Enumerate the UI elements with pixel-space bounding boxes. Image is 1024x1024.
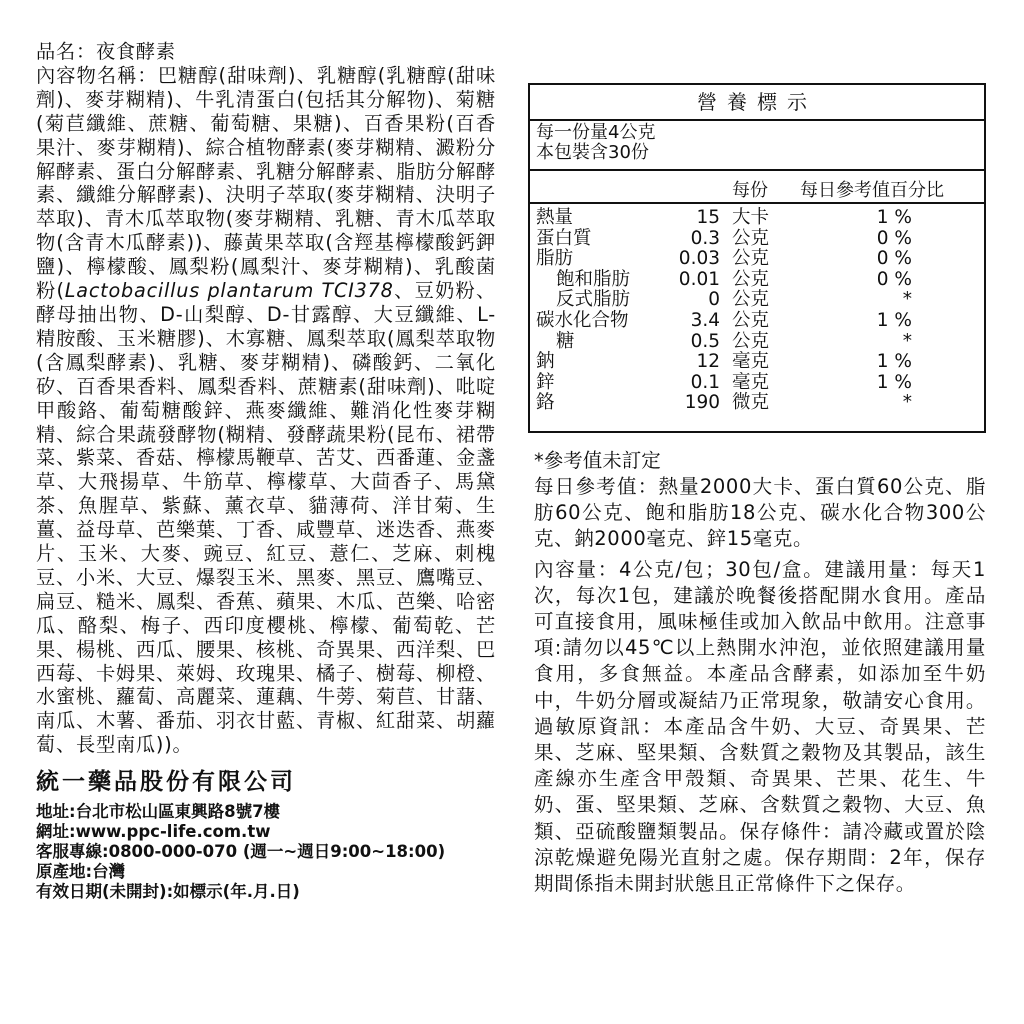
left-column — [36, 40, 496, 902]
nutrient-value: 0.1 — [690, 371, 720, 393]
nutrient-unit: 公克 — [732, 268, 770, 290]
nutrition-row — [530, 229, 984, 250]
nutrient-name: 碳水化合物 — [536, 309, 629, 331]
daily-percent: 0 % — [876, 248, 912, 270]
daily-percent: 0 % — [876, 268, 912, 290]
nutrient-name: 鈉 — [536, 351, 555, 373]
nutrient-name: 脂肪 — [536, 248, 574, 270]
nutrient-value: 3.4 — [690, 309, 720, 331]
daily-percent: 1 % — [876, 371, 912, 393]
serving-size: 每一份量4公克 — [536, 122, 656, 143]
nutrient-name: 蛋白質 — [536, 227, 592, 249]
nutrition-row — [530, 208, 984, 229]
nutrient-unit: 公克 — [732, 227, 770, 249]
product-name: 品名：夜食酵素 — [36, 40, 176, 63]
daily-percent: 0 % — [876, 227, 912, 249]
nutrition-row — [530, 270, 984, 291]
nutrition-row — [530, 290, 984, 311]
nutrient-name: 糖 — [556, 330, 575, 352]
daily-percent: 1 % — [876, 351, 912, 373]
nutrient-name: 鉻 — [536, 392, 555, 414]
per-serving-header: 每份 — [732, 180, 768, 201]
serving-info — [530, 121, 984, 171]
nutrient-name: 鋅 — [536, 371, 555, 393]
nutrient-value: 0.5 — [690, 330, 720, 352]
nutrient-value: 12 — [696, 351, 720, 373]
nutrition-row — [530, 393, 984, 414]
nutrient-unit: 公克 — [732, 289, 770, 311]
product-description: 內容量：4公克/包；30包/盒。建議用量：每天1次，每次1包，建議於晚餐後搭配開水食用。產品可直接食用，風味極佳或加入飲品中飲用。注意事項:請勿以45℃以上熱開水沖泡，並依照建議用量食用，多食無益。本產品含酵素，如添加至牛奶中，牛奶分層或凝結乃正常現象，敬請安心食用。過敏原資訊：本產品含牛奶、大豆、奇異果、芒果、芝麻、堅果類、含麩質之穀物及其製品，該生產線亦生產含甲殼類、奇異果、芒果、花生、牛奶、蛋、堅果類、芝麻、含麩質之穀物、大豆、魚類、亞硫酸鹽類製品。保存條件：請冷藏或置於陰涼乾燥避免陽光直射之處。保存期間：2年，保存期間係指未開封狀態且正常條件下之保存。 — [534, 557, 986, 896]
customer-hotline: 客服專線:0800-000-070 (週一~週日9:00~18:00) — [36, 842, 446, 862]
nutrient-value: 0 — [708, 289, 720, 311]
nutrient-unit: 大卡 — [732, 207, 770, 228]
daily-percent: * — [902, 330, 912, 352]
daily-reference-values: 每日參考值：熱量2000大卡、蛋白質60公克、脂肪60公克、飽和脂肪18公克、碳水化合物300公克、鈉2000毫克、鋅15毫克。 — [534, 475, 986, 551]
daily-percent: * — [902, 289, 912, 311]
nutrient-name: 反式脂肪 — [556, 289, 631, 311]
nutrition-row — [530, 352, 984, 373]
nutrition-facts-table — [528, 83, 986, 433]
daily-percent: * — [902, 392, 912, 414]
nutrient-value: 0.01 — [678, 268, 720, 290]
country-of-origin: 原產地:台灣 — [36, 862, 126, 882]
company-name: 統一藥品股份有限公司 — [36, 769, 296, 796]
nutrient-name: 飽和脂肪 — [556, 268, 631, 290]
company-contact — [36, 802, 496, 902]
daily-percent: 1 % — [876, 207, 912, 228]
latin-strain-name: Lactobacillus plantarum TCI378 — [64, 279, 394, 303]
nutrient-value: 0.3 — [690, 227, 720, 249]
company-website: 網址:www.ppc-life.com.tw — [36, 822, 271, 842]
nutrient-unit: 公克 — [732, 309, 770, 331]
nutrient-unit: 毫克 — [732, 371, 770, 393]
daily-percent: 1 % — [876, 309, 912, 331]
nutrition-title: 營養標示 — [530, 85, 984, 121]
ingredient-text-part2: 、豆奶粉、酵母抽出物、D-山梨醇、D-甘露醇、大豆纖維、L-精胺酸、玉米糖膠)、木寡糖、鳳梨萃取(鳳梨萃取物(含鳳梨酵素)、乳糖、麥芽糊精)、磷酸鈣、二氧化矽、百香果香料、鳳梨香料、蔗糖素(甜味劑)、吡啶甲酸鉻、葡萄糖酸鋅、燕麥纖維、難消化性麥芽糊精、綜合果蔬發酵物(糊精、發酵蔬果粉(昆布、裙帶菜、紫菜、香菇、檸檬馬鞭草、苦艾、西番蓮、金盞草、大飛揚草、牛筋草、檸檬草、大茴香子、馬黛茶、魚腥草、紫蘇、薰衣草、貓薄荷、洋甘菊、生薑、益母草、芭樂葉、丁香、咸豐草、迷迭香、燕麥片、玉米、大麥、豌豆、紅豆、薏仁、芝麻、刺槐豆、小米、大豆、爆裂玉米、黑麥、黑豆、鷹嘴豆、扁豆、糙米、鳳梨、香蕉、蘋果、木瓜、芭樂、哈密瓜、酪梨、梅子、西印度櫻桃、檸檬、葡萄乾、芒果、楊桃、西瓜、腰果、核桃、奇異果、西洋梨、巴西莓、卡姆果、萊姆、玫瑰果、橘子、樹莓、柳橙、水蜜桃、蘿蔔、高麗菜、蓮藕、牛蒡、菊苣、甘藷、南瓜、木薯、番茄、羽衣甘藍、青椒、紅甜菜、胡蘿蔔、長型南瓜))。 — [36, 279, 497, 757]
nutrient-name: 熱量 — [536, 207, 574, 228]
undefined-reference-note: *參考值未訂定 — [534, 449, 661, 472]
nutrition-column-headers — [530, 171, 984, 204]
nutrient-unit: 公克 — [732, 330, 770, 352]
ingredient-text-part1: 內容物名稱：巴糖醇(甜味劑)、乳糖醇(乳糖醇(甜味劑)、麥芽糊精)、牛乳清蛋白(包括其分解物)、菊糖(菊苣纖維、蔗糖、葡萄糖、果糖)、百香果粉(百香果汁、麥芽糊精)、綜合植物酵素(麥芽糊精、澱粉分解酵素、蛋白分解酵素、乳糖分解酵素、脂肪分解酵素、纖維分解酵素)、決明子萃取(麥芽糊精、決明子萃取)、青木瓜萃取物(麥芽糊精、乳糖、青木瓜萃取物(含青木瓜酵素))、藤黃果萃取(含羥基檸檬酸鈣鉀鹽)、檸檬酸、鳳梨粉(鳳梨汁、麥芽糊精)、乳酸菌粉( — [36, 63, 496, 303]
nutrition-row — [530, 373, 984, 394]
nutrition-row — [530, 249, 984, 270]
company-address: 地址:台北市松山區東興路8號7樓 — [36, 802, 281, 822]
ingredients-block — [36, 40, 496, 757]
nutrition-rows — [530, 204, 984, 414]
nutrient-value: 15 — [696, 207, 720, 228]
nutrition-row — [530, 332, 984, 353]
nutrient-unit: 公克 — [732, 248, 770, 270]
servings-per-package: 本包裝含30份 — [536, 142, 649, 163]
right-column — [534, 448, 986, 897]
expiry-date: 有效日期(未開封):如標示(年.月.日) — [36, 882, 300, 902]
daily-value-header: 每日參考值百分比 — [800, 180, 944, 201]
nutrient-value: 0.03 — [678, 248, 720, 270]
nutrient-unit: 微克 — [732, 392, 770, 414]
ingredient-list — [36, 64, 496, 757]
nutrient-value: 190 — [684, 392, 720, 414]
nutrient-unit: 毫克 — [732, 351, 770, 373]
nutrition-row — [530, 311, 984, 332]
